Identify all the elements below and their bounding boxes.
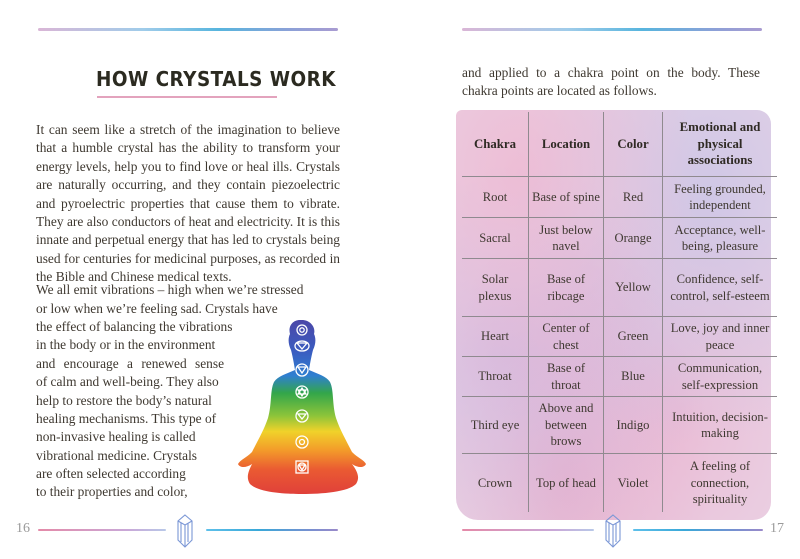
table-row: [462, 218, 777, 259]
crystal-icon: [604, 514, 622, 548]
footer-rule-left: [462, 529, 594, 531]
cell-color: Violet: [604, 454, 663, 512]
paragraph-line: help to restore the body’s natural: [36, 393, 212, 408]
cell-chakra: Sacral: [462, 218, 529, 259]
paragraph-intro: It can seem like a stretch of the imagination to believe that a humble crystal has the ability to transform your energy levels, help you to find love or heal ills. Crystals are naturally occurring, and they contain piezoelectric and pyroelectric properties that cause them to vibrate. They are also conductors of heat and electricity. It is this innate and perpetual energy that has led to crystals being used for centuries for medicinal purposes, as recorded in the Bible and Chinese medical texts.: [36, 122, 340, 285]
column-header-location: Location: [529, 112, 604, 177]
column-header-color: Color: [604, 112, 663, 177]
table-row: [462, 259, 777, 317]
cell-location: Base of throat: [529, 357, 604, 397]
footer-rule-right: [633, 529, 763, 531]
cell-associations: Acceptance, well-being, pleasure: [663, 218, 778, 259]
cell-chakra: Heart: [462, 317, 529, 357]
chakra-table: [462, 112, 777, 512]
paragraph-line: to their properties and color,: [36, 484, 188, 499]
cell-color: Green: [604, 317, 663, 357]
cell-chakra: Throat: [462, 357, 529, 397]
cell-location: Base of ribcage: [529, 259, 604, 317]
right-page: [400, 0, 800, 559]
paragraph-continued: and applied to a chakra point on the body. These chakra points are located as follows.: [462, 65, 760, 99]
cell-color: Indigo: [604, 397, 663, 454]
table-row: [462, 397, 777, 454]
paragraph-line: in the body or in the environment: [36, 337, 216, 352]
cell-chakra: Solar plexus: [462, 259, 529, 317]
paragraph-line: non-invasive healing is called: [36, 429, 196, 444]
cell-location: Top of head: [529, 454, 604, 512]
top-decorative-rule: [462, 28, 762, 31]
crystal-icon: [176, 514, 194, 548]
cell-associations: A feeling of connection, spirituality: [663, 454, 778, 512]
cell-color: Yellow: [604, 259, 663, 317]
paragraph-line: healing mechanisms. This type of: [36, 411, 217, 426]
paragraph-line: or low when we’re feeling sad. Crystals have: [36, 301, 278, 316]
meditating-figure-illustration: [238, 318, 366, 498]
table-row: [462, 177, 777, 218]
title-underline: [97, 96, 277, 98]
table-header-row: [462, 112, 777, 177]
cell-location: Just below navel: [529, 218, 604, 259]
table-row: [462, 357, 777, 397]
cell-location: Above and between brows: [529, 397, 604, 454]
cell-chakra: Root: [462, 177, 529, 218]
cell-chakra: Third eye: [462, 397, 529, 454]
cell-associations: Love, joy and inner peace: [663, 317, 778, 357]
cell-location: Base of spine: [529, 177, 604, 218]
footer-rule-left: [38, 529, 166, 531]
page-number: 17: [770, 521, 784, 536]
column-header-chakra: Chakra: [462, 112, 529, 177]
footer-rule-right: [206, 529, 338, 531]
cell-location: Center of chest: [529, 317, 604, 357]
cell-associations: Confidence, self-control, self-esteem: [663, 259, 778, 317]
page-number: 16: [16, 521, 30, 536]
paragraph-line: vibrational medicine. Crystals: [36, 448, 198, 463]
paragraph-line: and encourage a renewed sense: [36, 356, 225, 371]
top-decorative-rule: [38, 28, 338, 31]
paragraph-line: the effect of balancing the vibrations: [36, 319, 233, 334]
cell-color: Orange: [604, 218, 663, 259]
paragraph-line: are often selected according: [36, 466, 186, 481]
cell-associations: Communication, self-expression: [663, 357, 778, 397]
cell-color: Red: [604, 177, 663, 218]
page-title: HOW CRYSTALS WORK: [96, 67, 336, 91]
paragraph-line: of calm and well-being. They also: [36, 374, 219, 389]
cell-chakra: Crown: [462, 454, 529, 512]
paragraph-line: We all emit vibrations – high when we’re stressed: [36, 282, 304, 297]
cell-associations: Feeling grounded, independent: [663, 177, 778, 218]
cell-color: Blue: [604, 357, 663, 397]
table-row: [462, 454, 777, 512]
table-row: [462, 317, 777, 357]
cell-associations: Intuition, decision-making: [663, 397, 778, 454]
column-header-associations: Emotional and physical associations: [663, 112, 778, 177]
